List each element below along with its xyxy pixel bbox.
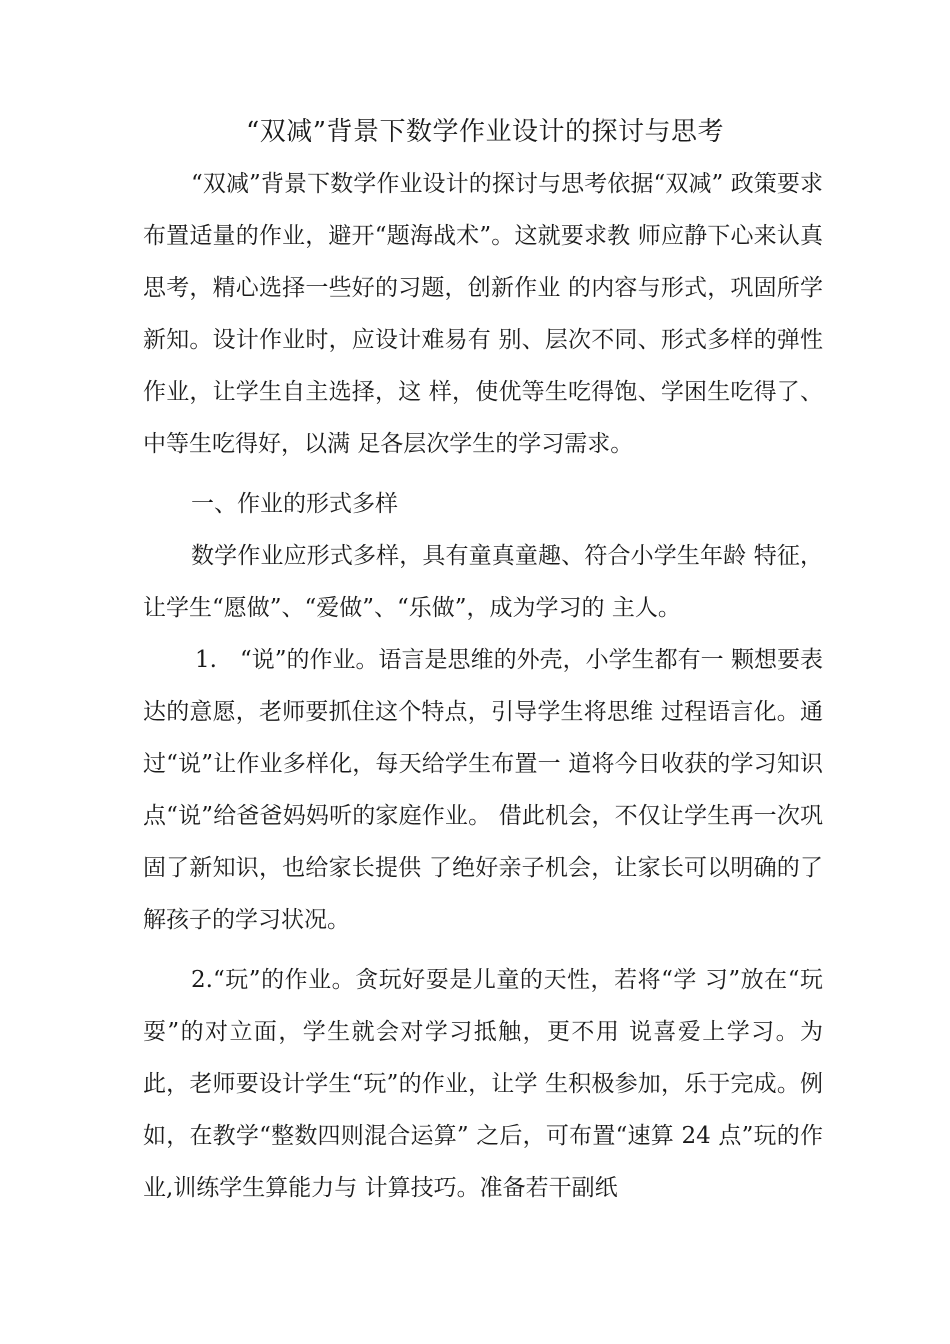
section-heading: 一、作业的形式多样 [191,491,398,517]
document-body [143,158,823,1214]
document-title: “双减”背景下数学作业设计的探讨与思考 [245,117,725,147]
item-2-paragraph: 2.“玩”的作业。贪玩好耍是儿童的天性，若将“学 习”放在“玩耍”的对立面，学生就会对学习抵触，更不用 说喜爱上学习。为此，老师要设计学生“玩”的作业，让学 生积极参加，乐于完成。例如，在教学“整数四则混合运算” 之后，可布置“速算 24 点”玩的作业,训练学生算能力与 计算技巧。准备若干副纸 [143,967,823,1201]
intro-paragraph: “双减”背景下数学作业设计的探讨与思考依据“双减” 政策要求布置适量的作业，避开“题海战术”。这就要求教 师应静下心来认真思考，精心选择一些好的习题，创新作业 的内容与形式，巩固所学新知。设计作业时，应设计难易有 别、层次不同、形式多样的弹性作业，让学生自主选择，这 样，使优等生吃得饱、学困生吃得了、中等生吃得好，以满 足各层次学生的学习需求。 [143,171,823,457]
section-intro-paragraph: 数学作业应形式多样，具有童真童趣、符合小学生年龄 特征，让学生“愿做”、“爱做”、“乐做”，成为学习的 主人。 [143,543,823,621]
item-1-paragraph: 1. “说”的作业。语言是思维的外壳，小学生都有一 颗想要表达的意愿，老师要抓住这个特点，引导学生将思维 过程语言化。通过“说”让作业多样化，每天给学生布置一 道将今日收获的学习知识点“说”给爸爸妈妈听的家庭作业。 借此机会，不仅让学生再一次巩固了新知识，也给家长提供 了绝好亲子机会，让家长可以明确的了解孩子的学习状况。 [143,647,823,933]
